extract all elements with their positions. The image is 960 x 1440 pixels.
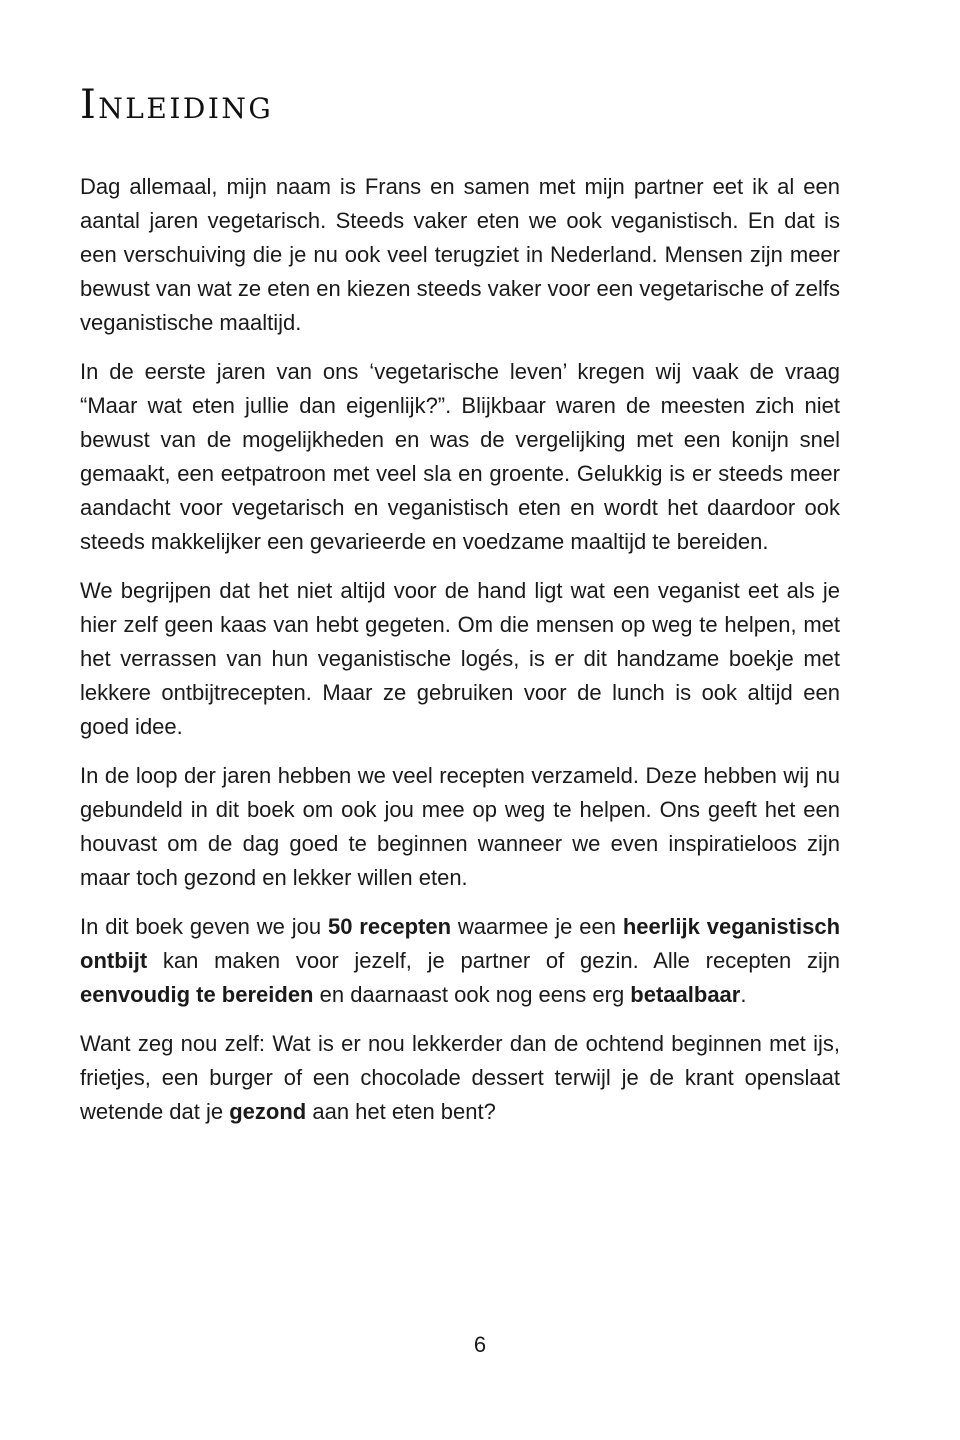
text-run: In dit boek geven we jou xyxy=(80,914,328,939)
page-number: 6 xyxy=(473,1332,487,1357)
paragraph-closing xyxy=(80,1027,840,1129)
text-run: waarmee je een xyxy=(451,914,623,939)
text-run: . xyxy=(740,982,747,1007)
text-run: kan maken voor jezelf, je partner of gezin. Alle recepten zijn xyxy=(147,948,840,973)
paragraph-intro: Dag allemaal, mijn naam is Frans en samen met mijn partner eet ik al een aantal jaren vegetarisch. Steeds vaker eten we ook veganistisch. En dat is een verschuiving die je nu ook veel terugziet in Nederland. Mensen zijn meer bewust van wat ze eten en kiezen steeds vaker voor een vegetarische of zelfs veganistische maaltijd. xyxy=(80,174,840,335)
bold-vegan-breakfast: heerlijk veganistisch ontbijt xyxy=(80,914,841,973)
bold-healthy: gezond xyxy=(229,1099,307,1124)
chapter-body xyxy=(80,170,840,1144)
text-run: en daarnaast ook nog eens erg xyxy=(313,982,631,1007)
paragraph-book-contents xyxy=(80,910,840,1012)
text-run: Want zeg nou zelf: Wat is er nou lekkerder dan de ochtend beginnen met ijs, frietjes, een burger of een chocolade dessert terwijl je de krant openslaat wetende dat je xyxy=(80,1031,840,1124)
bold-easy-to-prepare: eenvoudig te bereiden xyxy=(80,982,314,1007)
bold-affordable: betaalbaar xyxy=(630,982,741,1007)
paragraph-collection: In de loop der jaren hebben we veel recepten verzameld. Deze hebben wij nu gebundeld in dit boek om ook jou mee op weg te helpen. Ons geeft het een houvast om de dag goed te beginnen wanneer we even inspiratieloos zijn maar toch gezond en lekker willen eten. xyxy=(80,763,840,890)
bold-recipe-count: 50 recepten xyxy=(327,914,452,939)
text-run: aan het eten bent? xyxy=(306,1099,496,1124)
paragraph-purpose: We begrijpen dat het niet altijd voor de hand ligt wat een veganist eet als je hier zelf geen kaas van hebt gegeten. Om die mensen op weg te helpen, met het verrassen van hun veganistische logés, is er dit handzame boekje met lekkere ontbijtrecepten. Maar ze gebruiken voor de lunch is ook altijd een goed idee. xyxy=(80,578,840,739)
chapter-title: Inleiding xyxy=(80,82,274,128)
paragraph-early-years: In de eerste jaren van ons ‘vegetarische leven’ kregen wij vaak de vraag “Maar wat eten jullie dan eigenlijk?”. Blijkbaar waren de meesten zich niet bewust van de mogelijkheden en was de vergelijking met een konijn snel gemaakt, een eetpatroon met veel sla en groente. Gelukkig is er steeds meer aandacht voor vegetarisch en veganistisch eten en wordt het daardoor ook steeds makkelijker een gevarieerde en voedzame maaltijd te bereiden. xyxy=(80,359,840,554)
